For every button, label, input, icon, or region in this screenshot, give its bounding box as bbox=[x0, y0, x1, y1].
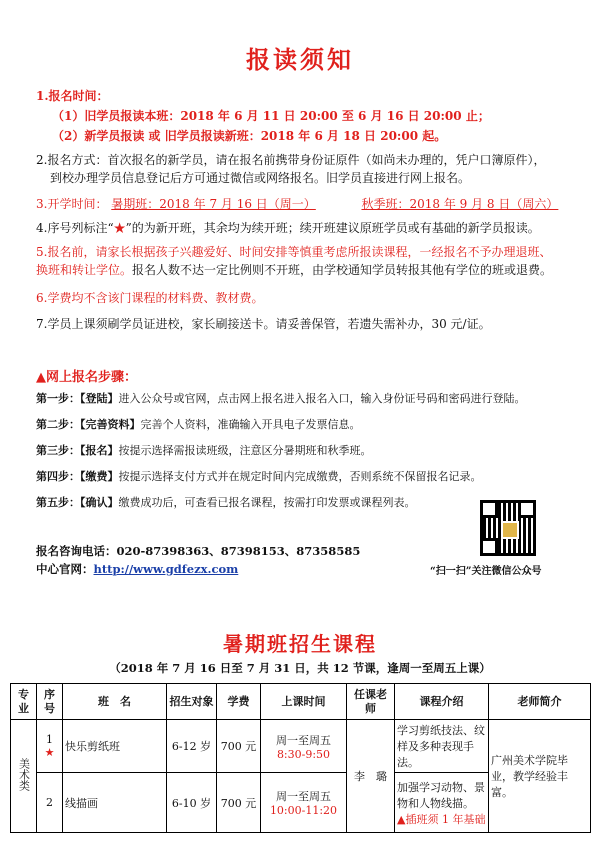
col-teacher: 任课老师 bbox=[347, 684, 395, 720]
start-date-label: 3.开学时间： bbox=[36, 197, 108, 211]
enroll-time-heading: 1.报名时间： bbox=[36, 89, 109, 103]
serial-note: 4.序号列标注“★”的为新开班，其余均为续开班；续开班建议原班学员或有基础的新学员报读。 bbox=[36, 221, 540, 235]
step-4: 第四步：【缴费】按提示选择支付方式并在规定时间内完成缴费，否则系统不保留报名记录。 bbox=[36, 470, 482, 483]
step-3: 第三步：【报名】按提示选择需报读班级，注意区分暑期班和秋季班。 bbox=[36, 444, 372, 457]
official-site-link[interactable]: http://www.gdfezx.com bbox=[93, 562, 239, 576]
summer-subtitle: （2018 年 7 月 16 日至 7 月 31 日，共 12 节课，逢周一至周五上课） bbox=[109, 661, 491, 675]
col-time: 上课时间 bbox=[261, 684, 347, 720]
course-intro: 学习剪纸技法、纹样及多种表现手法。 bbox=[395, 720, 489, 773]
qr-logo-icon bbox=[501, 521, 519, 539]
class-name: 线描画 bbox=[63, 773, 167, 833]
class-target: 6-12 岁 bbox=[167, 720, 217, 773]
class-name: 快乐剪纸班 bbox=[63, 720, 167, 773]
teacher-intro: 广州美术学院毕业，教学经验丰富。 bbox=[489, 720, 591, 833]
class-time: 周一至周五 8:30-9:50 bbox=[261, 720, 347, 773]
class-fee: 700 元 bbox=[217, 720, 261, 773]
card-note: 7.学员上课须刷学员证进校，家长刷接送卡。请妥善保管，若遗失需补办，30 元/证。 bbox=[36, 317, 491, 331]
category-cell: 美术类 bbox=[11, 720, 37, 833]
col-no: 序号 bbox=[37, 684, 63, 720]
col-major: 专业 bbox=[11, 684, 37, 720]
class-target: 6-10 岁 bbox=[167, 773, 217, 833]
col-intro: 课程介绍 bbox=[395, 684, 489, 720]
start-date-line bbox=[36, 196, 558, 212]
col-target: 招生对象 bbox=[167, 684, 217, 720]
row-no: 1 ★ bbox=[37, 720, 63, 773]
table-row bbox=[11, 720, 591, 773]
table-header-row bbox=[11, 684, 591, 720]
wechat-qr-code[interactable] bbox=[480, 500, 536, 556]
teacher-cell: 李 璐 bbox=[347, 720, 395, 833]
step-2: 第二步：【完善资料】完善个人资料，准确输入开具电子发票信息。 bbox=[36, 418, 361, 431]
page-title: 报读须知 bbox=[246, 45, 354, 74]
contact-phone: 报名咨询电话：020-87398363、87398153、87358585 bbox=[36, 544, 361, 558]
enroll-caution-line1: 5.报名前，请家长根据孩子兴趣爱好、时间安排等慎重考虑所报读课程，一经报名不予办理退班、 bbox=[36, 245, 552, 259]
summer-start: 暑期班：2018 年 7 月 16 日（周一） bbox=[111, 197, 316, 211]
transfer-note: ▲插班须 1 年基础 bbox=[397, 812, 486, 826]
col-fee: 学费 bbox=[217, 684, 261, 720]
enroll-method-line2: 到校办理学员信息登记后方可通过微信或网络报名。旧学员直接进行网上报名。 bbox=[50, 171, 471, 185]
row-no: 2 bbox=[37, 773, 63, 833]
course-table bbox=[10, 683, 591, 833]
class-fee: 700 元 bbox=[217, 773, 261, 833]
class-time: 周一至周五 10:00-11:20 bbox=[261, 773, 347, 833]
enroll-caution-line2: 换班和转让学位。报名人数不达一定比例则不开班，由学校通知学员转报其他有学位的班或退费。 bbox=[36, 263, 553, 277]
qr-caption: “扫一扫”关注微信公众号 bbox=[430, 566, 542, 577]
course-intro: 加强学习动物、景物和人物线描。 ▲插班须 1 年基础 bbox=[395, 773, 489, 833]
enroll-method-line1: 2.报名方式：首次报名的新学员，请在报名前携带身份证原件（如尚未办理的，凭户口簿原件）， bbox=[36, 153, 546, 167]
fee-note: 6.学费均不含该门课程的材料费、教材费。 bbox=[36, 291, 264, 305]
col-teacher-intro: 老师简介 bbox=[489, 684, 591, 720]
col-name: 班 名 bbox=[63, 684, 167, 720]
official-site: 中心官网：http://www.gdfezx.com bbox=[36, 562, 239, 576]
enroll-time-old: （1）旧学员报读本班：2018 年 6 月 11 日 20:00 至 6 月 16 日 20:00 止； bbox=[52, 109, 490, 123]
step-1: 第一步：【登陆】进入公众号或官网，点击网上报名进入报名入口，输入身份证号码和密码进行登陆。 bbox=[36, 392, 526, 405]
star-icon: ★ bbox=[113, 221, 126, 235]
autumn-start: 秋季班：2018 年 9 月 8 日（周六） bbox=[361, 197, 559, 211]
summer-title: 暑期班招生课程 bbox=[223, 632, 377, 656]
enroll-time-new: （2）新学员报读 或 旧学员报读新班：2018 年 6 月 18 日 20:00 起。 bbox=[52, 129, 447, 143]
star-icon: ★ bbox=[44, 746, 55, 759]
online-steps-heading: ▲网上报名步骤： bbox=[36, 370, 137, 385]
step-5: 第五步：【确认】缴费成功后，可查看已报名课程，按需打印发票或课程列表。 bbox=[36, 496, 416, 509]
